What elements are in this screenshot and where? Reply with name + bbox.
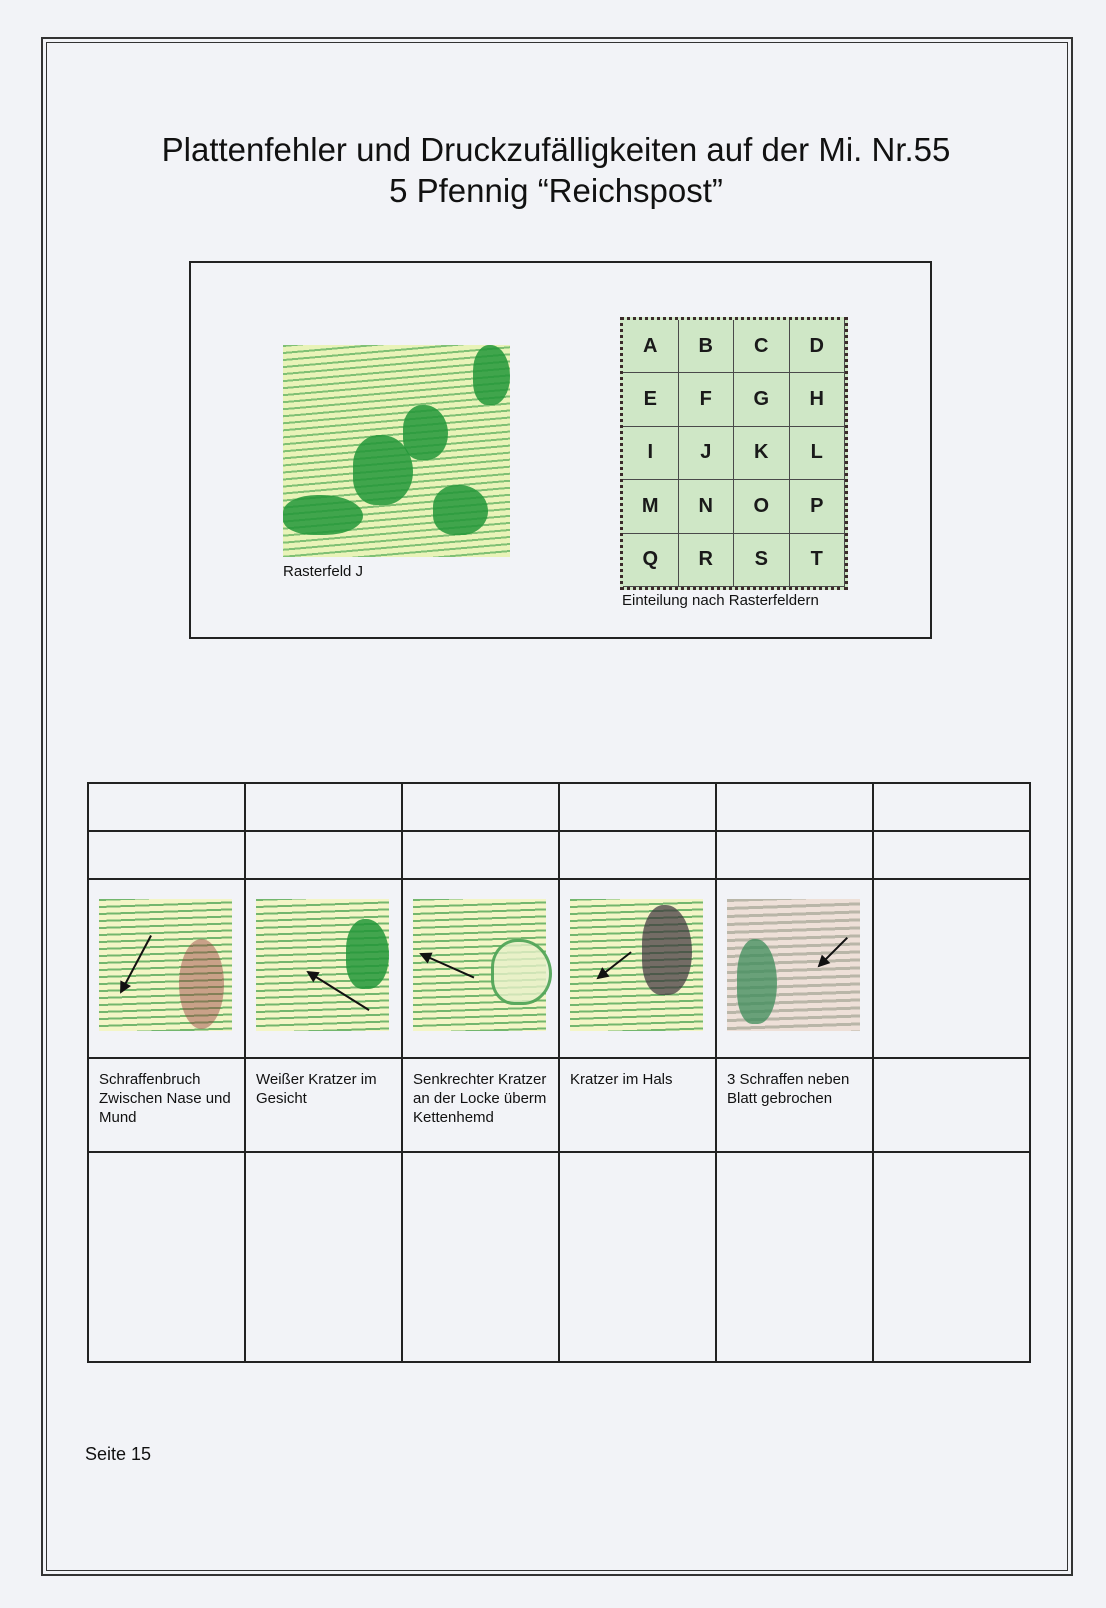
- detail-photo-blob: [433, 485, 488, 535]
- table-cell: [716, 831, 873, 879]
- detail-photo-blob: [473, 345, 510, 405]
- table-cell: [873, 831, 1030, 879]
- defect-image-cell: [402, 879, 559, 1058]
- defect-photo: [99, 899, 232, 1031]
- page-number: Seite 15: [85, 1444, 152, 1464]
- defect-description-cell: [245, 1058, 402, 1152]
- grid-field-label: Q: [623, 534, 679, 587]
- table-cell: [873, 783, 1030, 831]
- defect-table: [87, 782, 1031, 1363]
- defect-photo-mark: [179, 939, 224, 1029]
- grid-field-label: G: [734, 373, 790, 426]
- detail-photo-blob: [403, 405, 448, 460]
- arrow-icon: [120, 935, 152, 992]
- defect-description-row: [88, 1058, 1030, 1152]
- defect-photo-mark: [737, 939, 777, 1024]
- table-cell: [245, 783, 402, 831]
- defect-photo-mark: [491, 939, 552, 1005]
- detail-photo-blob: [283, 495, 363, 535]
- table-cell: [559, 783, 716, 831]
- table-cell: [245, 831, 402, 879]
- defect-photo: [413, 899, 546, 1031]
- defect-photo-mark: [346, 919, 389, 989]
- defect-description-cell: [559, 1058, 716, 1152]
- detail-caption: Rasterfeld J: [283, 563, 364, 580]
- defect-image-cell: [88, 879, 245, 1058]
- arrow-icon: [421, 953, 475, 978]
- defect-image-cell: [245, 879, 402, 1058]
- table-cell: [559, 831, 716, 879]
- page-title: Plattenfehler und Druckzufälligkeiten auf der Mi. Nr.55: [161, 131, 951, 168]
- stamp-grid: [623, 320, 845, 587]
- grid-field-label: I: [623, 427, 679, 480]
- detail-photo: [283, 345, 510, 557]
- defect-photo-mark: [642, 905, 692, 995]
- defect-description-cell: [88, 1058, 245, 1152]
- defect-description-cell: [402, 1058, 559, 1152]
- table-cell: [873, 879, 1030, 1058]
- grid-field-label: F: [679, 373, 735, 426]
- grid-field-label: B: [679, 320, 735, 373]
- defect-photo: [570, 899, 703, 1031]
- grid-field-label: T: [790, 534, 846, 587]
- grid-field-label: D: [790, 320, 846, 373]
- grid-field-label: O: [734, 480, 790, 533]
- table-cell: [402, 1152, 559, 1362]
- grid-caption: Einteilung nach Rasterfeldern: [622, 592, 819, 609]
- table-cell: [716, 783, 873, 831]
- grid-field-label: A: [623, 320, 679, 373]
- defect-description: Kratzer im Hals: [570, 1070, 673, 1088]
- defect-image-cell: [716, 879, 873, 1058]
- grid-field-label: L: [790, 427, 846, 480]
- table-cell: [873, 1058, 1030, 1152]
- grid-field-label: K: [734, 427, 790, 480]
- grid-field-label: N: [679, 480, 735, 533]
- table-row: [88, 831, 1030, 879]
- table-cell: [402, 783, 559, 831]
- table-cell: [559, 1152, 716, 1362]
- table-cell: [88, 831, 245, 879]
- table-cell: [873, 1152, 1030, 1362]
- defect-image-cell: [559, 879, 716, 1058]
- page-subtitle: 5 Pfennig “Reichspost”: [389, 172, 723, 209]
- grid-field-label: H: [790, 373, 846, 426]
- grid-field-label: R: [679, 534, 735, 587]
- grid-field-label: C: [734, 320, 790, 373]
- defect-photo: [727, 899, 860, 1031]
- stamp-grid-image: [620, 317, 848, 590]
- table-cell: [245, 1152, 402, 1362]
- grid-field-label: M: [623, 480, 679, 533]
- grid-field-label: J: [679, 427, 735, 480]
- table-cell: [716, 1152, 873, 1362]
- grid-field-label: P: [790, 480, 846, 533]
- defect-description: Schraffenbruch Zwischen Nase und Mund: [99, 1070, 231, 1126]
- arrow-icon: [597, 952, 631, 979]
- defect-description: 3 Schraffen neben Blatt gebrochen: [727, 1070, 850, 1107]
- grid-field-label: E: [623, 373, 679, 426]
- table-cell: [402, 831, 559, 879]
- grid-field-label: S: [734, 534, 790, 587]
- table-cell: [88, 783, 245, 831]
- defect-description: Senkrechter Kratzer an der Locke überm Kettenhemd: [413, 1070, 547, 1126]
- table-row: [88, 783, 1030, 831]
- table-cell: [88, 1152, 245, 1362]
- defect-photo: [256, 899, 389, 1031]
- arrow-icon: [818, 937, 848, 967]
- defect-description: Weißer Kratzer im Gesicht: [256, 1070, 377, 1107]
- defect-image-row: [88, 879, 1030, 1058]
- defect-description-cell: [716, 1058, 873, 1152]
- table-row: [88, 1152, 1030, 1362]
